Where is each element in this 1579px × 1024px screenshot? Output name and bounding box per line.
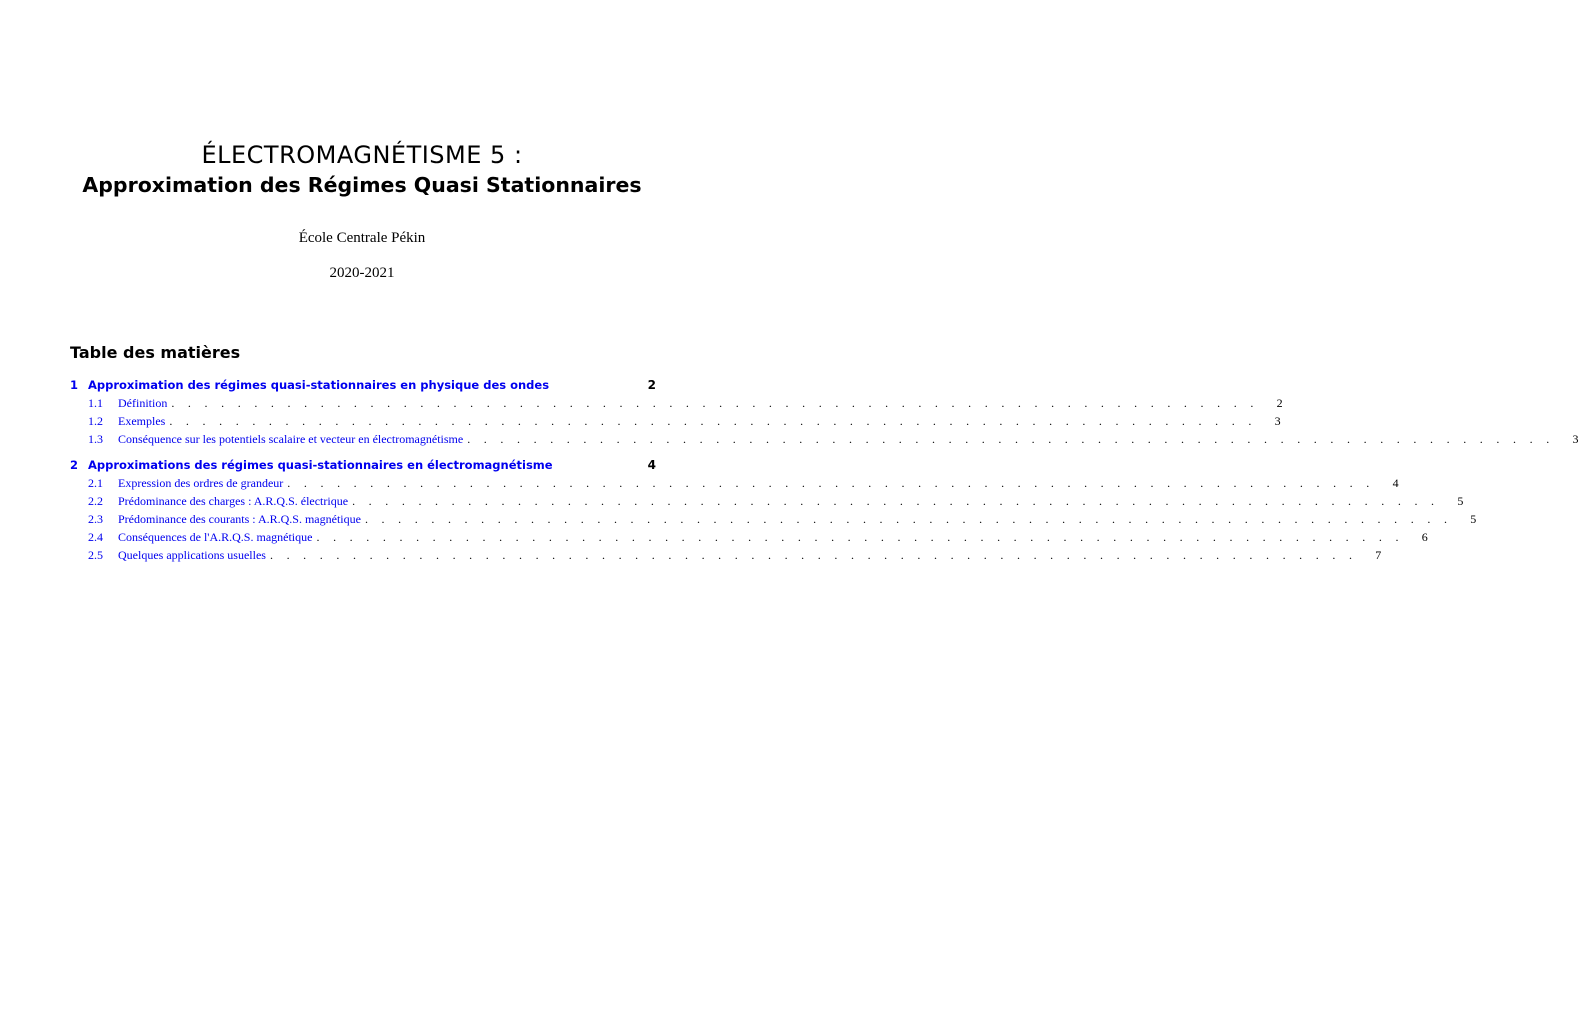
toc-subsection-2-3[interactable] xyxy=(70,511,1477,530)
toc-page-number: 3 xyxy=(1274,414,1281,429)
title-block xyxy=(0,140,724,200)
document-title: ÉLECTROMAGNÉTISME 5 : xyxy=(201,141,523,169)
dot-leader: . . . . . . . . . . . . . . . . . . . . . . . . . . . . . . . . . . . . . . . . . . . . . . . . . . . . . . . . . . . . . . . . . . xyxy=(352,493,1440,508)
toc-page-number: 2 xyxy=(1276,396,1283,410)
toc-subsection-2-2[interactable] xyxy=(70,493,1464,512)
toc-subsection-2-4[interactable] xyxy=(70,530,1428,548)
dot-leader: . . . . . . . . . . . . . . . . . . . . . . . . . . . . . . . . . . . . . . . . . . . . . . . . . . . . . . . . . . . . . . . . . . xyxy=(467,432,1555,447)
toc-page-number: 4 xyxy=(647,457,656,472)
toc-page-number: 6 xyxy=(1421,530,1428,545)
toc-subsection-number: 2.3 xyxy=(88,511,103,526)
dot-leader: . . . . . . . . . . . . . . . . . . . . . . . . . . . . . . . . . . . . . . . . . . . . . . . . . . . . . . . . . . . . . . . . . . xyxy=(169,414,1257,429)
toc-subsection-1-2[interactable] xyxy=(70,414,1281,432)
dot-leader: . . . . . . . . . . . . . . . . . . . . . . . . . . . . . . . . . . . . . . . . . . . . . . . . . . . . . . . . . . . . . . . . . . xyxy=(364,511,1453,526)
dot-leader: . . . . . . . . . . . . . . . . . . . . . . . . . . . . . . . . . . . . . . . . . . . . . . . . . . . . . . . . . . . . . . . . . . xyxy=(316,530,1404,545)
date: 2020-2021 xyxy=(329,265,395,281)
toc-subsection-label: Conséquence sur les potentiels scalaire et vecteur en électromagnétisme xyxy=(118,432,464,447)
toc-subsection-1-1[interactable] xyxy=(70,396,1283,414)
toc-section-2[interactable] xyxy=(70,458,656,476)
toc-heading: Table des matières xyxy=(70,343,241,362)
toc-page-number: 5 xyxy=(1457,493,1464,508)
table-of-contents xyxy=(70,378,1579,567)
toc-subsection-number: 1.3 xyxy=(88,432,103,447)
toc-subsection-number: 2.1 xyxy=(88,475,103,490)
document-subtitle: Approximation des Régimes Quasi Stationnaires xyxy=(82,173,642,197)
toc-page-number: 3 xyxy=(1572,432,1579,447)
toc-page-number: 5 xyxy=(1470,511,1477,526)
toc-subsection-number: 1.2 xyxy=(88,414,103,429)
toc-subsection-number: 2.4 xyxy=(88,530,103,545)
toc-subsection-number: 1.1 xyxy=(88,396,103,410)
toc-spacer xyxy=(70,451,656,458)
toc-section-label: Approximation des régimes quasi-stationnaires en physique des ondes xyxy=(88,378,550,392)
toc-subsection-number: 2.5 xyxy=(88,548,103,563)
toc-subsection-label: Définition xyxy=(118,396,168,410)
toc-subsection-label: Expression des ordres de grandeur xyxy=(118,475,284,490)
toc-subsection-label: Exemples xyxy=(118,414,166,429)
dot-leader: . . . . . . . . . . . . . . . . . . . . . . . . . . . . . . . . . . . . . . . . . . . . . . . . . . . . . . . . . . . . . . . . . . xyxy=(269,548,1358,563)
toc-section-label: Approximations des régimes quasi-stationnaires en électromagnétisme xyxy=(88,457,553,472)
toc-page-number: 7 xyxy=(1375,548,1382,563)
author: École Centrale Pékin xyxy=(298,230,426,246)
toc-page-number: 4 xyxy=(1392,475,1399,490)
toc-section-number: 1 xyxy=(70,378,79,392)
dot-leader: . . . . . . . . . . . . . . . . . . . . . . . . . . . . . . . . . . . . . . . . . . . . . . . . . . . . . . . . . . . . . . . . . . xyxy=(171,396,1259,410)
toc-subsection-label: Quelques applications usuelles xyxy=(118,548,266,563)
toc-subsection-label: Conséquences de l'A.R.Q.S. magnétique xyxy=(118,530,313,545)
toc-subsection-2-5[interactable] xyxy=(70,548,1382,566)
toc-subsection-label: Prédominance des charges : A.R.Q.S. électrique xyxy=(118,493,349,508)
toc-subsection-label: Prédominance des courants : A.R.Q.S. magnétique xyxy=(118,511,361,526)
toc-subsection-1-3[interactable] xyxy=(70,432,1579,450)
toc-section-number: 2 xyxy=(70,457,79,472)
dot-leader: . . . . . . . . . . . . . . . . . . . . . . . . . . . . . . . . . . . . . . . . . . . . . . . . . . . . . . . . . . . . . . . . . . xyxy=(287,475,1375,490)
toc-subsection-2-1[interactable] xyxy=(70,475,1399,494)
toc-section-1[interactable] xyxy=(70,378,656,396)
toc-subsection-number: 2.2 xyxy=(88,493,103,508)
toc-page-number: 2 xyxy=(647,378,656,392)
